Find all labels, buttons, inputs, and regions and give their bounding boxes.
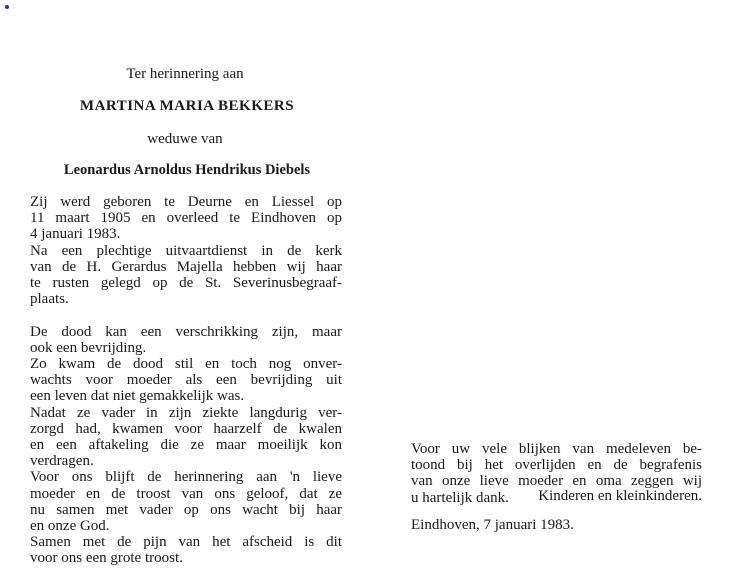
relation-line: weduwe van [147, 131, 223, 147]
text-line: verdragen. [30, 453, 94, 470]
text-line: Nadat ze vader in zijn ziekte langdurig ver- [30, 404, 342, 421]
signature: Kinderen en kleinkinderen. [538, 488, 702, 504]
text-line: Zo kwam de dood stil en toch nog onver- [30, 356, 342, 373]
text-line: 11 maart 1905 en overleed te Eindhoven op [30, 210, 342, 227]
left-column-text [30, 194, 342, 567]
ink-dot [5, 5, 9, 9]
text-line: van de H. Gerardus Majella hebben wij haar [30, 258, 342, 275]
text-line: en een aftakeling die ze maar moeilijk kon [30, 437, 342, 454]
text-line: Voor ons blijft de herinnering aan 'n lieve [30, 469, 342, 486]
text-line: Zij werd geboren te Deurne en Liessel op [30, 194, 342, 210]
text-line: Voor uw vele blijken van medeleven be- [411, 441, 702, 457]
text-line: moeder en de troost van ons geloof, dat ze [30, 485, 342, 502]
intro-line: Ter herinnering aan [126, 66, 244, 82]
text-line: een leven dat niet gemakkelijk was. [30, 388, 245, 405]
text-line: nu samen met vader op ons wacht bij haar [30, 501, 342, 518]
text-line: voor ons een grote troost. [30, 550, 183, 567]
text-line: 4 januari 1983. [30, 226, 121, 243]
spouse-name: Leonardus Arnoldus Hendrikus Diebels [63, 162, 311, 178]
text-line: ook een bevrijding. [30, 339, 147, 356]
text-line: zorgd had, kwamen voor haarzelf de kwalen [30, 420, 342, 437]
place-date: Eindhoven, 7 januari 1983. [411, 517, 574, 533]
text-line: en onze God. [30, 518, 110, 535]
text-line: wachts voor moeder als een bevrijding uit [30, 372, 342, 389]
text-line: u hartelijk dank. [411, 489, 509, 506]
deceased-name: MARTINA MARIA BEKKERS [79, 98, 295, 114]
text-line: Samen met de pijn van het afscheid is dit [30, 534, 342, 551]
text-line: Na een plechtige uitvaartdienst in de kerk [30, 242, 342, 259]
text-line: toond bij het overlijden en de begrafenis [411, 457, 702, 474]
text-line: van onze lieve moeder en oma zeggen wij [411, 473, 702, 490]
text-line: te rusten gelegd op de St. Severinusbegraaf- [30, 275, 342, 292]
text-line: De dood kan een verschrikking zijn, maar [30, 323, 342, 340]
text-line: plaats. [30, 291, 69, 308]
